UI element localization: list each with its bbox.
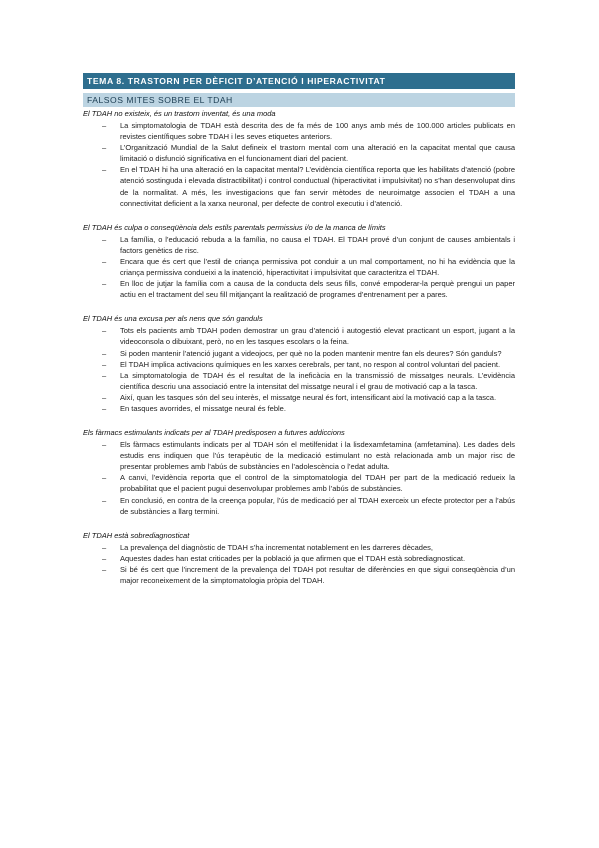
bullet-dash: –: [102, 370, 107, 380]
bullet-list: [83, 542, 515, 586]
bullet-dash: –: [102, 326, 107, 336]
list-item: – En tasques avorrides, el missatge neural és feble.: [102, 403, 286, 413]
list-item: – A canvi, l’evidència reporta que el control de la simptomatologia del TDAH per part de la medicació redueix la probabilitat que el pacient pugui desenvolupar problemes amb l’abús de substàncies.: [102, 473, 515, 494]
bullet-list: [83, 325, 515, 414]
list-item: – La prevalença del diagnòstic de TDAH s’ha incrementat notablement en les darreres dècades,: [102, 542, 433, 552]
list-item: – Aquestes dades han estat criticades per la població ja que afirmen que el TDAH està sobrediagnosticat.: [102, 553, 466, 563]
list-item: – Tots els pacients amb TDAH poden demostrar un grau d’atenció i autogestió elevat practicant un esport, jugant a la videoconsola o dibuixant, però, no en les tasques escolars o la feina.: [102, 326, 515, 347]
bullet-dash: –: [102, 403, 107, 413]
list-item: – La simptomatologia de TDAH és el resultat de la ineficàcia en la transmissió de missatges neurals. L’evidència científica descriu una associació entre la intensitat del missatge neural i el grau de motivació cap a la tasca.: [102, 370, 515, 391]
bullet-dash: –: [102, 279, 107, 289]
myth-title: El TDAH no existeix, és un trastorn inventat, és una moda: [83, 109, 276, 118]
bullet-dash: –: [102, 234, 107, 244]
document-page: [83, 73, 515, 586]
chapter-title-bar: [83, 73, 515, 89]
myth-title: El TDAH és una excusa per als nens que són ganduls: [83, 314, 263, 324]
list-item: – La simptomatologia de TDAH està descrita des de fa més de 100 anys amb més de 100.000 articles publicats en revistes científiques sobre TDAH i les seves etiquetes anteriors.: [102, 121, 515, 142]
bullet-list: [83, 234, 515, 301]
bullet-dash: –: [102, 495, 107, 505]
chapter-title: TEMA 8. TRASTORN PER DÈFICIT D’ATENCIÓ I HIPERACTIVITAT: [87, 76, 386, 86]
list-item: – Així, quan les tasques són del seu interès, el missatge neural és fort, intensificant així la motivació cap a la tasca.: [102, 392, 497, 402]
bullet-dash: –: [102, 392, 107, 402]
bullet-dash: –: [102, 359, 107, 369]
bullet-list: [83, 439, 515, 517]
list-item: – En lloc de jutjar la família com a causa de la conducta dels seus fills, convé empoderar-la perquè prengui un paper actiu en el tractament del seu fill mitjançant la realització de programes d’entrenament per a pares.: [102, 279, 515, 300]
myth-section: [83, 531, 515, 586]
bullet-dash: –: [102, 121, 107, 130]
myth-section: [83, 109, 515, 209]
myth-section: [83, 223, 515, 301]
list-item: – Els fàrmacs estimulants indicats per al TDAH són el metilfenidat i la lisdexamfetamina (amfetamina). Les dades dels estudis ens indiquen que l’ús terapèutic de la medicació estimulant no està relacionada amb un major risc de presentar problemes amb l’abús de substàncies en l’adolescència o l’edat adulta.: [102, 440, 515, 472]
list-item: – En el TDAH hi ha una alteració en la capacitat mental? L’evidència científica reporta que les habilitats d’atenció (pobre atenció sostinguda i elevada distractibilitat) i control conductual (hiperactivitat i impulsivitat) no s’han desenvolupat dins de la normalitat. A més, les investigacions que fan servir mètodes de neuroimatge associen el TDAH a una connectivitat deficient a la xarxa neuronal, per defecte de control executiu i d’atenció.: [102, 165, 515, 208]
myth-section: [83, 428, 515, 517]
list-item: – Si poden mantenir l’atenció jugant a videojocs, per què no la poden mantenir mentre fan els deures? Són ganduls?: [102, 348, 502, 358]
section-heading-bar: [83, 93, 515, 107]
list-item: – L’Organització Mundial de la Salut defineix el trastorn mental com una alteració en la capacitat mental que causa limitació o disfunció significativa en el funcionament diari del pacient.: [102, 143, 515, 164]
bullet-dash: –: [102, 473, 107, 483]
bullet-dash: –: [102, 165, 107, 175]
bullet-dash: –: [102, 256, 107, 266]
bullet-dash: –: [102, 348, 107, 358]
myth-section: [83, 314, 515, 414]
section-heading: FALSOS MITES SOBRE EL TDAH: [87, 95, 233, 105]
myth-title: El TDAH està sobrediagnosticat: [83, 530, 190, 540]
bullet-dash: –: [102, 564, 107, 574]
bullet-list: [83, 120, 515, 209]
list-item: – En conclusió, en contra de la creença popular, l’ús de medicació per al TDAH exerceix un efecte protector per a l’abús de substàncies a llarg termini.: [102, 495, 515, 516]
list-item: – La família, o l’educació rebuda a la família, no causa el TDAH. El TDAH prové d’un conjunt de causes ambientals i factors genètics de risc.: [102, 234, 515, 255]
bullet-dash: –: [102, 440, 107, 450]
bullet-dash: –: [102, 143, 107, 153]
bullet-dash: –: [102, 553, 107, 563]
list-item: – Encara que és cert que l’estil de criança permissiva pot conduir a un mal comportament, no hi ha evidència que la criança permissiva condueixi a la inatenció, hiperactivitat i impulsivitat que caracteritza el TDAH.: [102, 256, 515, 278]
list-item: – Si bé és cert que l’increment de la prevalença del TDAH pot resultar de diferències en que sigui conseqüència d’un major reconeixement de la simptomatologia pròpia del TDAH.: [102, 564, 515, 585]
list-item: – El TDAH implica activacions químiques en les xarxes cerebrals, per tant, no respon al control voluntari del pacient.: [102, 359, 501, 369]
myth-title: Els fàrmacs estimulants indicats per al TDAH predisposen a futures addiccions: [83, 428, 345, 438]
bullet-dash: –: [102, 542, 107, 552]
myth-title: El TDAH és culpa o conseqüència dels estils parentals permissius i/o de la manca de límits: [83, 222, 386, 232]
